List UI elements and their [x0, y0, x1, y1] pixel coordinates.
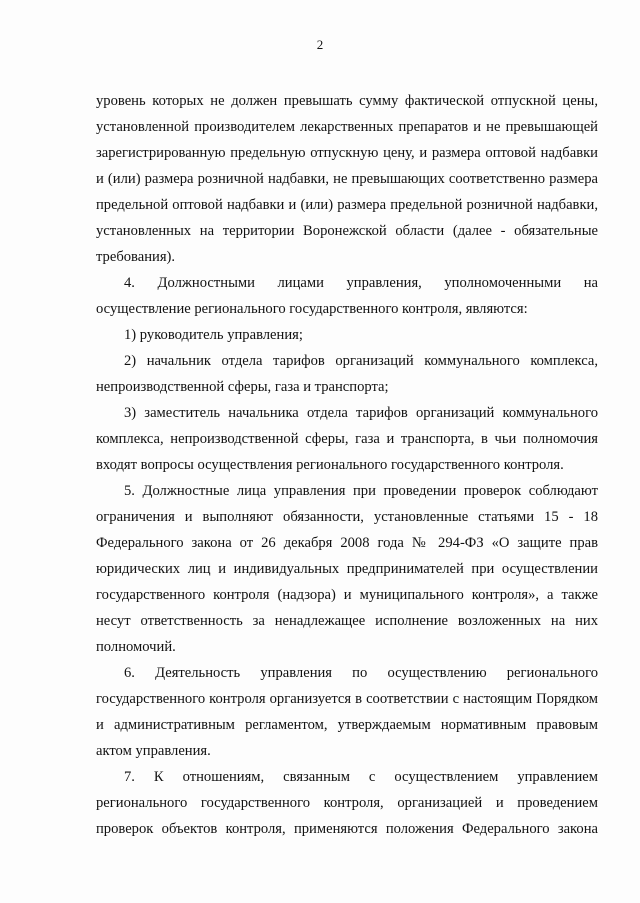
list-item-1: 1) руководитель управления;: [124, 327, 303, 343]
list-item-3: 3) заместитель начальника отдела тарифов организаций коммунального комплекса, непроизводственной сферы, газа и транспорта, в чьи полномочия входят вопросы осуществления регионального государственного контроля.: [96, 405, 598, 473]
paragraph-5: 5. Должностные лица управления при проведении проверок соблюдают ограничения и выполняют обязанности, установленные статьями 15 - 18 Федерального закона от 26 декабря 2008 года № 294-ФЗ «О защите прав юридических лиц и индивидуальных предпринимателей при осуществлении государственного контроля (надзора) и муниципального контроля», а также несут ответственность за ненадлежащее исполнение возложенных на них полномочий.: [96, 483, 598, 655]
paragraph-6: 6. Деятельность управления по осуществлению регионального государственного контроля организуется в соответствии с настоящим Порядком и административным регламентом, утверждаемым нормативным правовым актом управления.: [96, 665, 598, 759]
page-number: 2: [316, 37, 324, 52]
list-item-2: 2) начальник отдела тарифов организаций коммунального комплекса, непроизводственной сферы, газа и транспорта;: [96, 353, 598, 395]
paragraph-7: 7. К отношениям, связанным с осуществлением управлением регионального государственного контроля, организацией и проведением проверок объектов контроля, применяются положения Федерального закона: [96, 769, 598, 837]
paragraph-continuation: уровень которых не должен превышать сумму фактической отпускной цены, установленной производителем лекарственных препаратов и не превышающей зарегистрированную предельную отпускную цену, и размера оптовой надбавки и (или) размера розничной надбавки, не превышающих соответственно размера предельной оптовой надбавки и (или) размера предельной розничной надбавки, установленных на территории Воронежской области (далее - обязательные требования).: [96, 93, 598, 265]
paragraph-4: 4. Должностными лицами управления, уполномоченными на осуществление регионального государственного контроля, являются:: [96, 275, 598, 317]
document-body: [96, 88, 598, 842]
